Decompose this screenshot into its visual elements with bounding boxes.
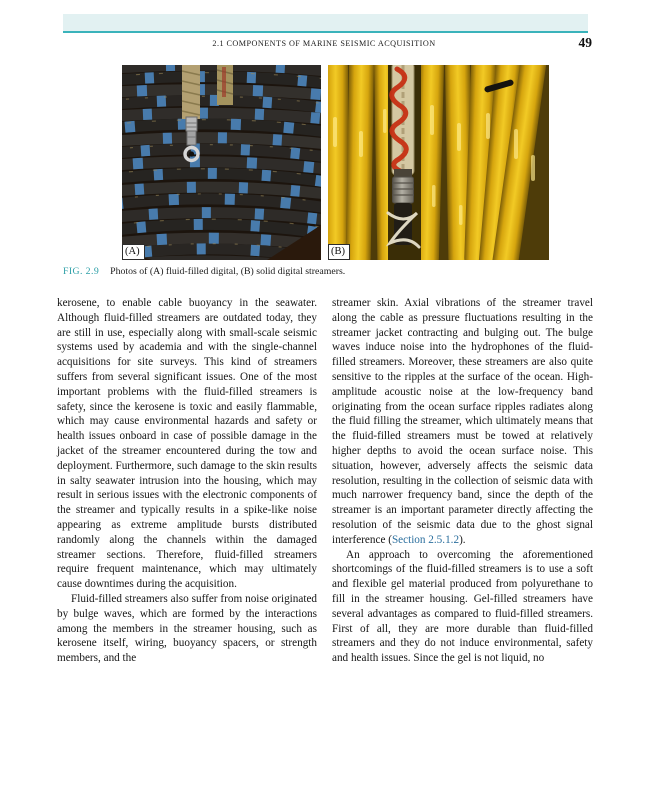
header-band: [63, 14, 588, 33]
paragraph-left-1: kerosene, to enable cable buoyancy in the seawater. Although fluid-filled streamers are outdated today, they are still in use, especially along with small-scale seismic systems used by academia and with the single-channel acquisitions for site surveys. This kind of streamers suffers from several significant issues. One of the most important problems with the fluid-filled streamers is safety, since the kerosene is toxic and easily flammable, which may cause environmental hazards and safety or health issues onboard in case of possible damage in the jacket of the streamer encountered during the tow and deployment. Furthermore, such damage to the skin results in salty seawater intrusion into the housing, which may result in serious issues with the electronic components of the streamer and typically results in a spike-like noise appearing as extreme amplitude bursts distributed randomly along the channels within the damaged streamer sections. Therefore, fluid-filled streamers require frequent maintenance, which may ultimately cause downtimes during the acquisition.: [57, 297, 317, 591]
text-column-right: [332, 296, 593, 666]
figure-photo-a: [122, 65, 321, 260]
figure-photo-b: [328, 65, 549, 260]
photo-b-image: [328, 65, 549, 260]
figure-caption: [63, 266, 588, 277]
figure-caption-tag: FIG. 2.9: [63, 266, 100, 277]
paragraph-right-1: [332, 296, 593, 548]
page-number: 49: [578, 35, 592, 50]
instrument-module: [388, 65, 421, 260]
photo-a-image: [122, 65, 321, 260]
paragraph-right-2: An approach to overcoming the aforementioned shortcomings of the fluid-filled streamers is to use a soft and flexible gel material produced from polyurethane to fill in the streamer housing. Gel-filled streamers have several advantages as compared to fluid-filled streamers. First of all, they are more durable than fluid-filled streamers and they do not induce environmental, safety and health issues. Since the gel is not liquid, no: [332, 548, 593, 665]
paragraph-right-1-text: streamer skin. Axial vibrations of the streamer travel along the cable as pressure fluctuations resulting in the streamer jacket contracting and bulging out. The bulge waves induce noise into the hydrophones of the fluid-filled streamers. Moreover, these streamers are also quite sensitive to the ripples at the surface of the ocean. High-amplitude acoustic noise at the low-frequency band originating from the ocean surface ripples radiates along the fluid filling the streamer, which ultimately means that the fluid-filled streamers must be towed at relatively higher depths to avoid the ocean surface noise. This situation, however, adversely affects the seismic data resolution, resulting in the collection of seismic data with much narrower frequency band, since the depth of the streamer is an important parameter directly affecting the resolution of the seismic data due to the ghost signal interference (: [332, 297, 593, 546]
text-column-left: [57, 296, 317, 666]
figure-caption-text: Photos of (A) fluid-filled digital, (B) solid digital streamers.: [110, 266, 346, 277]
running-header: 2.1 COMPONENTS OF MARINE SEISMIC ACQUISITION: [212, 39, 436, 48]
yellow-cables: [328, 65, 548, 260]
paragraph-right-1-end: ).: [459, 533, 466, 546]
photo-b-label: (B): [328, 244, 350, 260]
paragraph-left-2: Fluid-filled streamers also suffer from noise originated by bulge waves, which are formed by the interactions among the members in the streamer housing, such as kerosene itself, wiring, buoyancy spacers, or strength members, and the: [57, 592, 317, 665]
photo-a-label: (A): [122, 244, 145, 260]
body-text: [57, 296, 593, 666]
section-cross-reference-link[interactable]: Section 2.5.1.2: [391, 533, 460, 546]
